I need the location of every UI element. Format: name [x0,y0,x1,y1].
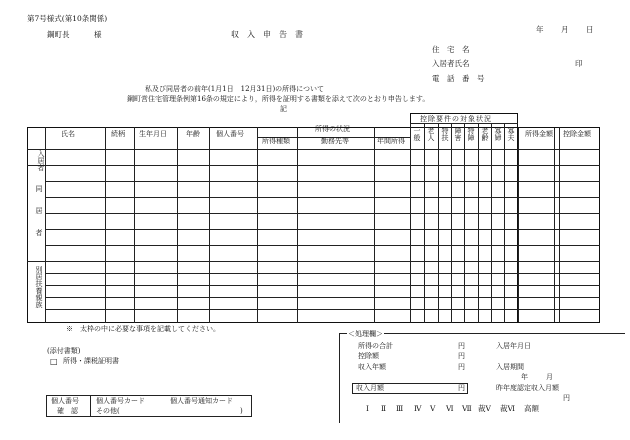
col-line [105,127,106,323]
dependent-group-line [27,261,518,262]
document-title: 収 入 申 告 書 [231,30,303,39]
col-line [297,127,298,323]
processing-title: ＜処理欄＞ [348,330,383,338]
col-line [45,127,46,323]
header-bottom-line [27,149,518,150]
date-month-label: 月 [561,25,569,34]
verify-label-line1: 個人番号 [51,397,79,405]
col-line [134,127,135,323]
header-my-number: 個人番号 [216,130,244,138]
amount-row-line [518,229,600,230]
header-name: 氏名 [61,130,75,138]
processing-yen-3: 円 [458,363,465,371]
deduction-col-header: 特障 [467,127,475,141]
row-line [45,273,518,274]
amount-row-line [518,165,600,166]
row-line [45,229,518,230]
seal-mark: 印 [575,59,583,68]
form-number: 第7号様式(第10条関係) [27,14,108,23]
applicant-name-label: 入居者氏名 [432,59,470,68]
processing-yen-1: 円 [458,342,465,350]
header-deduction-total: 控除金額 [563,130,591,138]
amount-row-line [518,213,600,214]
header-relation: 続柄 [111,130,125,138]
addressee-title: 鋼町長 [47,30,70,39]
row-line [45,309,518,310]
deduction-col-header: 老齢 [481,127,489,141]
group-dependent: 別居扶養親族 [35,266,43,308]
amount-col-line [559,127,560,323]
col-line [478,123,479,323]
col-line [209,127,210,323]
deduction-col-header: 老人 [427,127,435,141]
col-line [438,123,439,323]
table-note: ※ 太枠の中に必要な事項を記載してください。 [66,325,220,333]
income-class-label: 高額 [524,404,539,413]
col-line [451,123,452,323]
processing-years: 年 [521,373,528,381]
deduction-col-header: 一般 [413,127,421,141]
group-cohabitant: 同居者 [35,185,43,251]
group-resident: 入居者 [37,150,45,171]
col-line [424,123,425,323]
processing-income-annual: 収入年額 [358,363,386,371]
addressee-honorific: 様 [94,30,102,39]
row-line [45,245,518,246]
col-line [257,127,258,323]
verify-option-card[interactable]: 個人番号カード [96,397,145,405]
processing-move-in-period: 入居期間 [496,363,524,371]
amount-row-line [518,285,600,286]
verify-option-notice[interactable]: 個人番号通知カード [170,397,233,405]
amount-row-line [518,309,600,310]
header-age: 年齢 [186,130,200,138]
col-line [177,127,178,323]
income-class-label: Ⅰ [366,404,369,413]
header-income-status: 所得の状況 [315,125,350,133]
header-annual-income: 年間所得 [377,137,405,145]
header-deduction-amount: 所得金額 [525,130,553,138]
verify-option-other[interactable]: その他( [96,407,120,415]
intro-line-2: 鋼町営住宅管理条例第16条の規定により，所得を証明する書類を添えて次のとおり申告します。 [127,95,430,103]
amount-row-line [518,245,600,246]
deduction-col-header: 寡婦 [494,127,502,141]
amount-row-line [518,181,600,182]
row-line [45,181,518,182]
amount-header-line [518,149,600,150]
deduction-col-header: 特扶 [441,127,449,141]
verify-option-other-close: ) [240,407,243,415]
header-workplace: 勤務先等 [321,137,349,145]
income-class-label: Ⅲ [396,404,404,413]
income-class-label: Ⅴ [430,404,436,413]
date-year-label: 年 [536,25,544,34]
deduction-col-header: 寡夫 [507,127,515,141]
ki-label: 記 [280,105,287,113]
date-day-label: 日 [586,25,594,34]
verify-label-line2: 確 認 [57,407,78,415]
col-line [410,123,411,323]
col-line [504,123,505,323]
income-class-label: 裁Ⅵ [500,404,516,413]
processing-last-year-income: 昨年度認定収入月額 [496,384,559,392]
processing-yen-2: 円 [458,352,465,360]
row-line [45,297,518,298]
attachments-title: (添付書類) [47,347,81,355]
header-deduction-status: 控除要件の対象状況 [420,115,492,123]
row-line [45,285,518,286]
row-line [45,213,518,214]
income-class-label: Ⅱ [381,404,387,413]
income-class-label: 裁Ⅴ [478,404,491,413]
deduction-col-header: 障害 [454,127,462,141]
row-line [45,197,518,198]
header-income-type: 所得種類 [262,137,290,145]
intro-line-1: 私及び同居者の前年(1月1日 12月31日)の所得について [145,85,325,93]
phone-label: 電 話 番 号 [432,74,485,83]
processing-income-month: 収入月額 [356,384,384,392]
resident-group-line [27,165,518,166]
address-label: 住 宅 名 [432,45,470,54]
income-class-label: Ⅶ [462,404,472,413]
header-birthdate: 生年月日 [139,130,167,138]
processing-months: 月 [546,373,553,381]
attachment-item: 所得・課税証明書 [63,357,119,365]
amount-row-line [518,197,600,198]
processing-yen-5: 円 [563,394,570,402]
col-line [464,123,465,323]
processing-left-border [339,333,340,423]
col-line [374,127,375,323]
income-class-label: Ⅳ [414,404,422,413]
processing-deduction: 控除額 [358,352,379,360]
income-class-label: Ⅵ [446,404,454,413]
col-line [491,123,492,323]
processing-yen-4: 円 [458,384,465,392]
processing-income-total: 所得の合計 [358,342,393,350]
amount-row-line [518,273,600,274]
attachment-checkbox[interactable]: □ [50,357,58,366]
amount-row-line [518,261,600,262]
amount-row-line [518,297,600,298]
processing-move-in-date: 入居年月日 [496,342,531,350]
